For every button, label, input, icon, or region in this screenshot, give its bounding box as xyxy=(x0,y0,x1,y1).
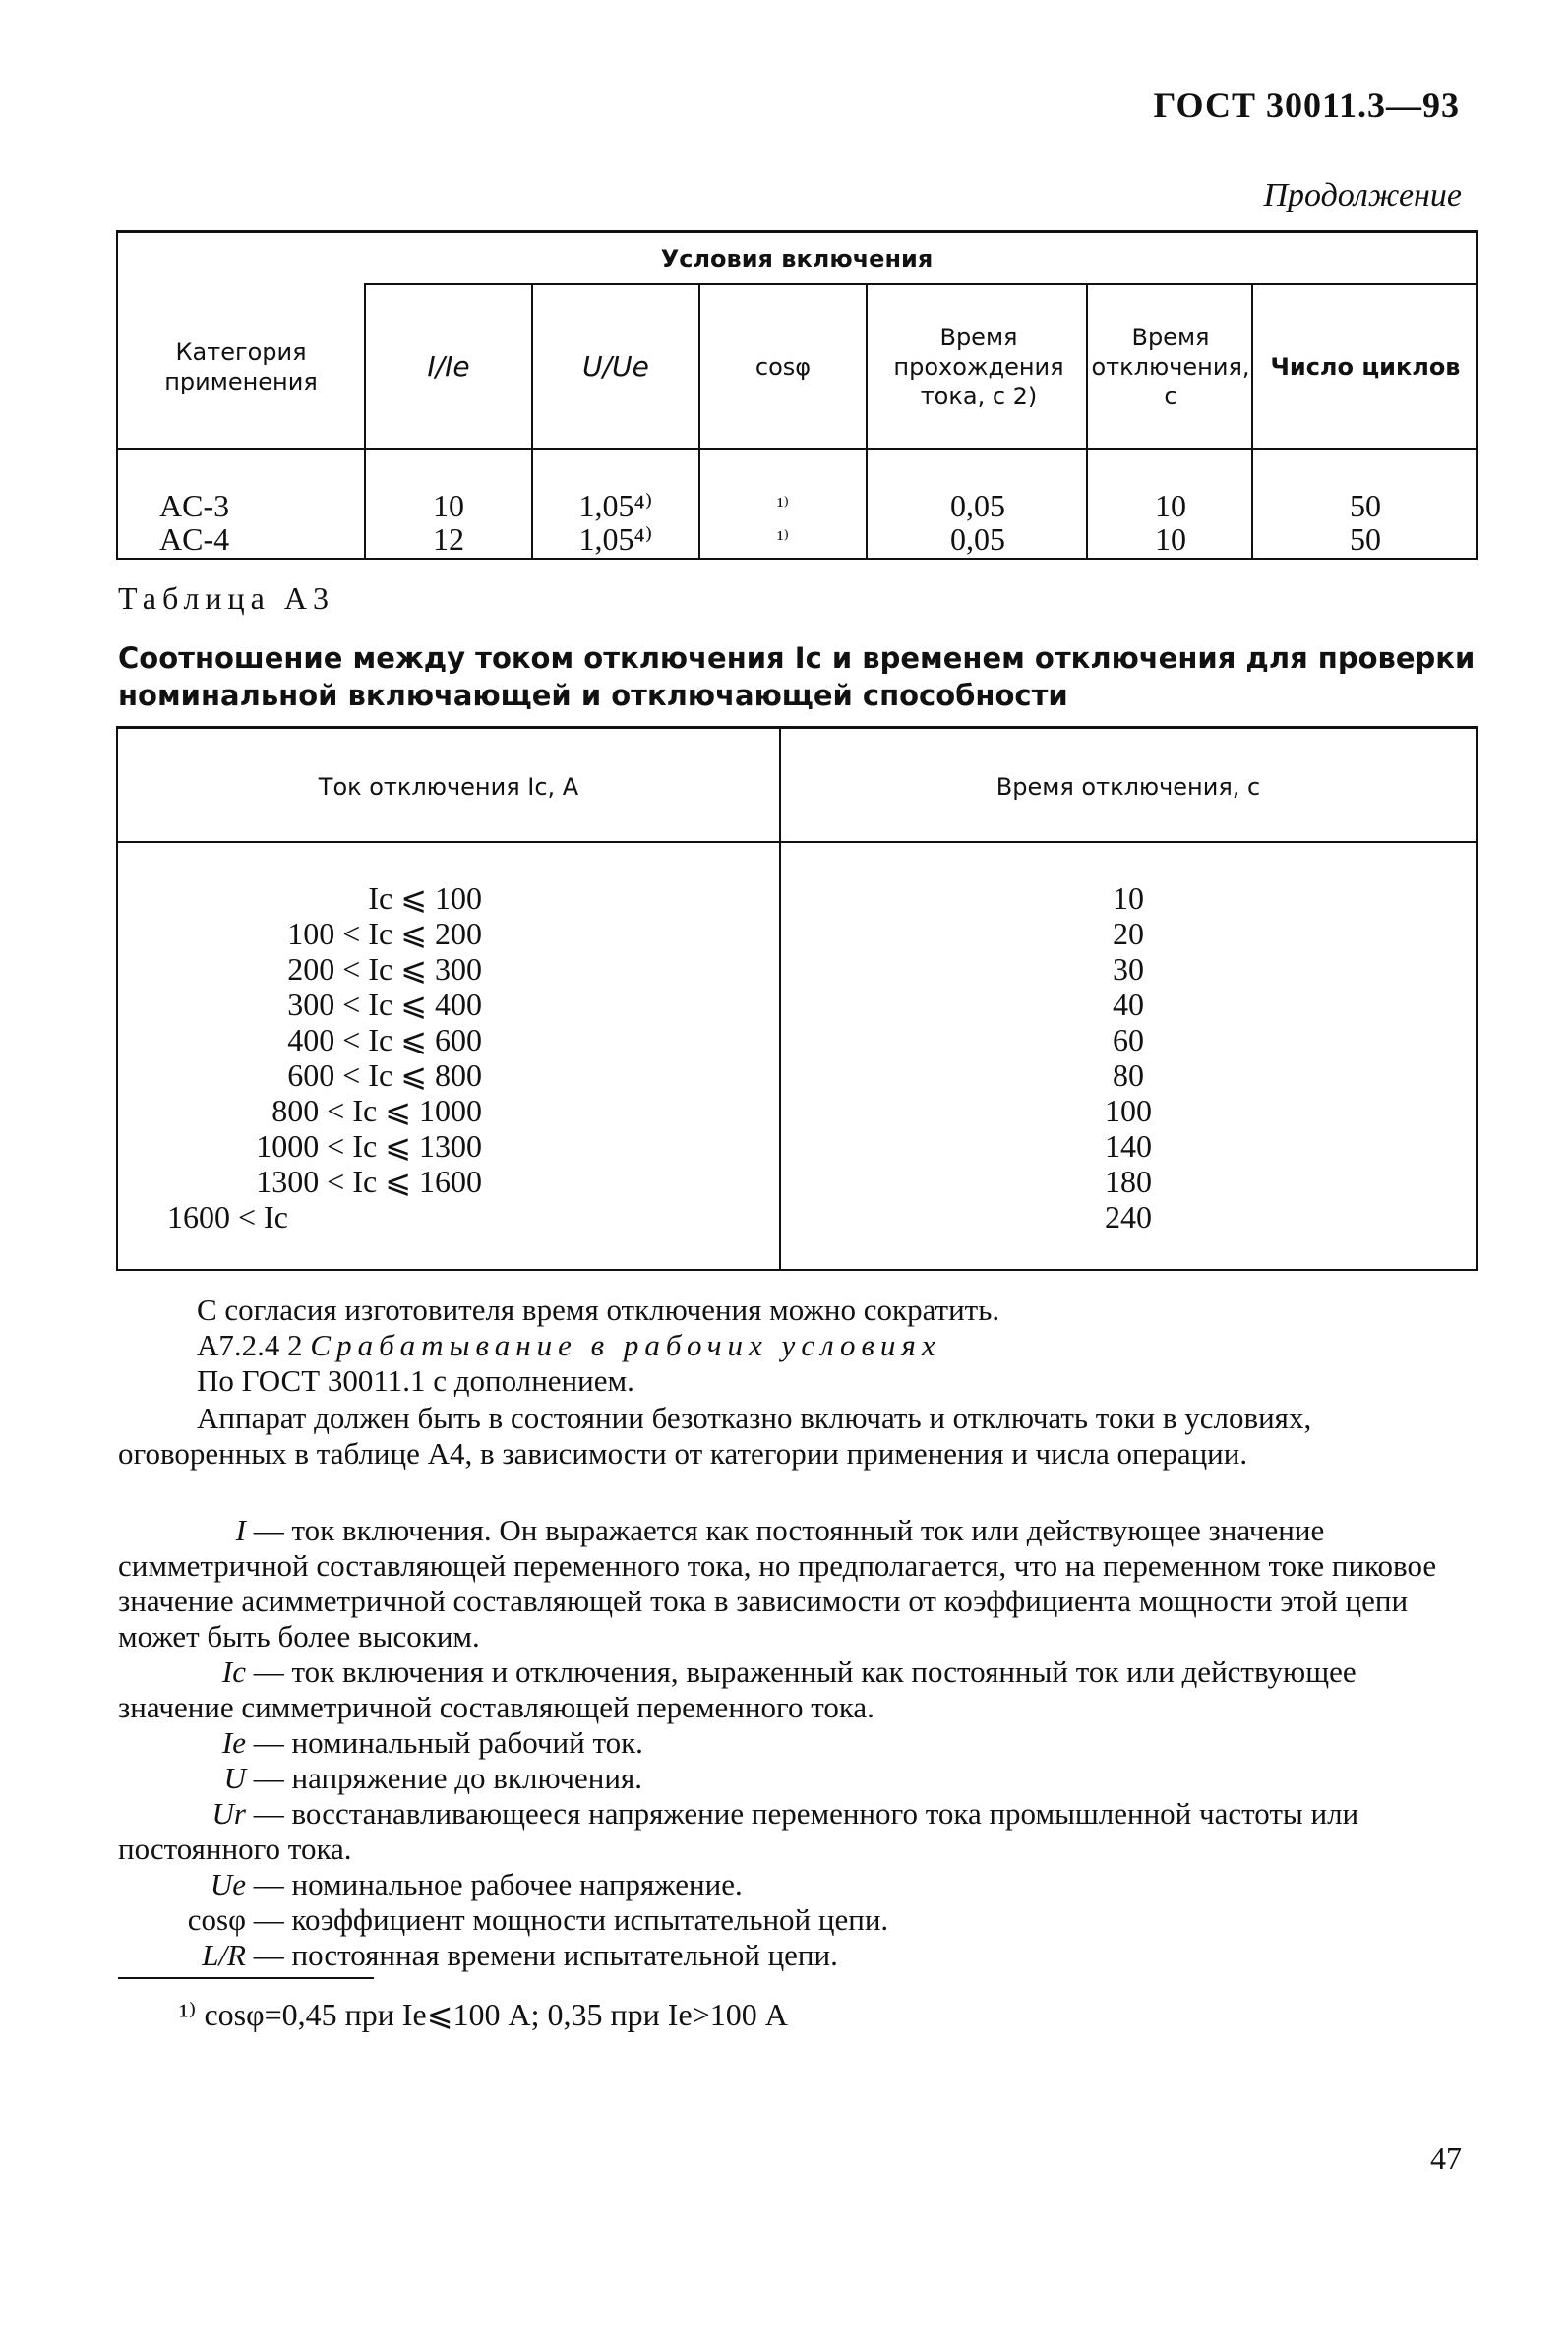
definition-text: — восстанавливающееся напряжение переменного тока промышленной частоты или постоянного тока. xyxy=(118,1796,1359,1866)
definition-u xyxy=(118,1761,1476,1796)
list-item: 100 < Ic ⩽ 200 xyxy=(287,916,482,951)
list-item: 600 < Ic ⩽ 800 xyxy=(287,1057,482,1093)
definition-text: — постоянная времени испытательной цепи. xyxy=(253,1938,838,1972)
definition-ur xyxy=(118,1796,1476,1867)
col-header-cycles: Число циклов xyxy=(1270,352,1461,381)
row-break-time: 10 xyxy=(1155,521,1186,557)
definition-text: — коэффициент мощности испытательной цепи. xyxy=(253,1902,889,1937)
list-item: 400 < Ic ⩽ 600 xyxy=(287,1022,482,1057)
page-number: 47 xyxy=(1430,2140,1462,2176)
table-a3-label: Таблица А3 xyxy=(118,580,334,616)
col-header-break-time: Время отключения, с xyxy=(1091,323,1250,410)
list-item: 240 xyxy=(1105,1199,1152,1234)
section-number: А7.2.4 2 xyxy=(197,1328,303,1362)
list-item: 40 xyxy=(1113,987,1144,1022)
definition-symbol: L/R xyxy=(202,1938,246,1972)
paragraph-shorten: С согласия изготовителя время отключения можно сократить. xyxy=(197,1293,1000,1327)
row-u-ue: 1,05⁴⁾ xyxy=(578,521,653,557)
row-category: AC-4 xyxy=(159,521,230,557)
row-category: AC-3 xyxy=(159,488,230,523)
definition-ic xyxy=(118,1655,1476,1725)
definition-cosphi xyxy=(118,1902,1476,1938)
row-cosphi: ¹⁾ xyxy=(777,526,789,551)
list-item: 10 xyxy=(1113,880,1144,916)
list-item: 1600 < Ic xyxy=(167,1199,288,1234)
definition-symbol: Ue xyxy=(210,1867,246,1901)
definition-i xyxy=(118,1513,1476,1655)
col-header-category: Категория применения xyxy=(164,337,318,395)
row-flow-time: 0,05 xyxy=(950,521,1005,557)
section-heading xyxy=(197,1328,941,1363)
footnote: ¹⁾ cosφ=0,45 при Ie⩽100 А; 0,35 при Ie>100 А xyxy=(179,1997,788,2032)
list-item: 180 xyxy=(1105,1164,1152,1199)
range-list xyxy=(128,880,482,1234)
paragraph-reference: По ГОСТ 30011.1 с дополнением. xyxy=(197,1363,634,1398)
list-item: 800 < Ic ⩽ 1000 xyxy=(271,1093,482,1128)
definition-ue xyxy=(118,1867,1476,1902)
list-item: 1300 < Ic ⩽ 1600 xyxy=(256,1164,482,1199)
paragraph-requirements: Аппарат должен быть в состоянии безотказно включать и отключать токи в условиях, оговоренных в таблице А4, в зависимости от категории применения и числа операции. xyxy=(118,1401,1312,1471)
footnote-divider xyxy=(118,1977,374,1979)
row-cosphi: ¹⁾ xyxy=(777,493,789,517)
definition-symbol: Ie xyxy=(221,1725,246,1760)
definition-text: — напряжение до включения. xyxy=(253,1761,642,1795)
list-item: 60 xyxy=(1113,1022,1144,1057)
definition-symbol: I xyxy=(235,1513,246,1547)
row-break-time: 10 xyxy=(1155,488,1186,523)
definition-text: — номинальный рабочий ток. xyxy=(253,1725,643,1760)
list-item: 1000 < Ic ⩽ 1300 xyxy=(256,1128,482,1164)
table-a3-title: Соотношение между током отключения Iс и временем отключения для проверки номинальной включающей и отключающей способности xyxy=(118,641,1476,712)
col-header-time: Время отключения, с xyxy=(995,773,1261,801)
row-cycles: 50 xyxy=(1350,521,1381,557)
list-item: Ic ⩽ 100 xyxy=(368,880,482,916)
list-item: 300 < Ic ⩽ 400 xyxy=(287,987,482,1022)
definition-symbol: Ur xyxy=(211,1796,246,1831)
col-header-cosphi: cosφ xyxy=(754,352,812,381)
col-header-flow-time: Время прохождения тока, с 2) xyxy=(893,323,1064,410)
section-title: Срабатывание в рабочих условиях xyxy=(310,1328,941,1362)
definition-symbol: cosφ xyxy=(187,1902,246,1937)
row-i-ie: 10 xyxy=(433,488,464,523)
definition-symbol: Ic xyxy=(221,1655,246,1689)
list-item: 30 xyxy=(1113,951,1144,987)
col-header-u-ue: U/Uе xyxy=(582,349,649,383)
list-item: 100 xyxy=(1105,1093,1152,1128)
definition-text: — ток включения. Он выражается как постоянный ток или действующее значение симметричной составляющей переменного тока, но предполагается, что на переменном токе пиковое значение асимметричной составляющей тока в зависимости от коэффициента мощности этой цепи может быть более высоким. xyxy=(118,1513,1437,1654)
definition-symbol: U xyxy=(223,1761,246,1795)
row-flow-time: 0,05 xyxy=(950,488,1005,523)
row-u-ue: 1,05⁴⁾ xyxy=(578,488,653,523)
definition-ie xyxy=(118,1725,1476,1761)
list-item: 80 xyxy=(1113,1057,1144,1093)
document-id: ГОСТ 30011.3—93 xyxy=(1153,86,1460,125)
definition-lr xyxy=(118,1938,1476,1973)
definition-text: — ток включения и отключения, выраженный как постоянный ток или действующее значение симметричной составляющей переменного тока. xyxy=(118,1655,1357,1724)
continuation-label: Продолжение xyxy=(1263,177,1462,213)
group-header: Условия включения xyxy=(660,245,934,272)
row-cycles: 50 xyxy=(1350,488,1381,523)
list-item: 200 < Ic ⩽ 300 xyxy=(287,951,482,987)
col-header-current: Ток отключения Ic, А xyxy=(318,773,579,801)
list-item: 140 xyxy=(1105,1128,1152,1164)
row-i-ie: 12 xyxy=(433,521,464,557)
list-item: 20 xyxy=(1113,916,1144,951)
definition-text: — номинальное рабочее напряжение. xyxy=(253,1867,743,1901)
col-header-i-ie: I/Iе xyxy=(427,349,470,383)
